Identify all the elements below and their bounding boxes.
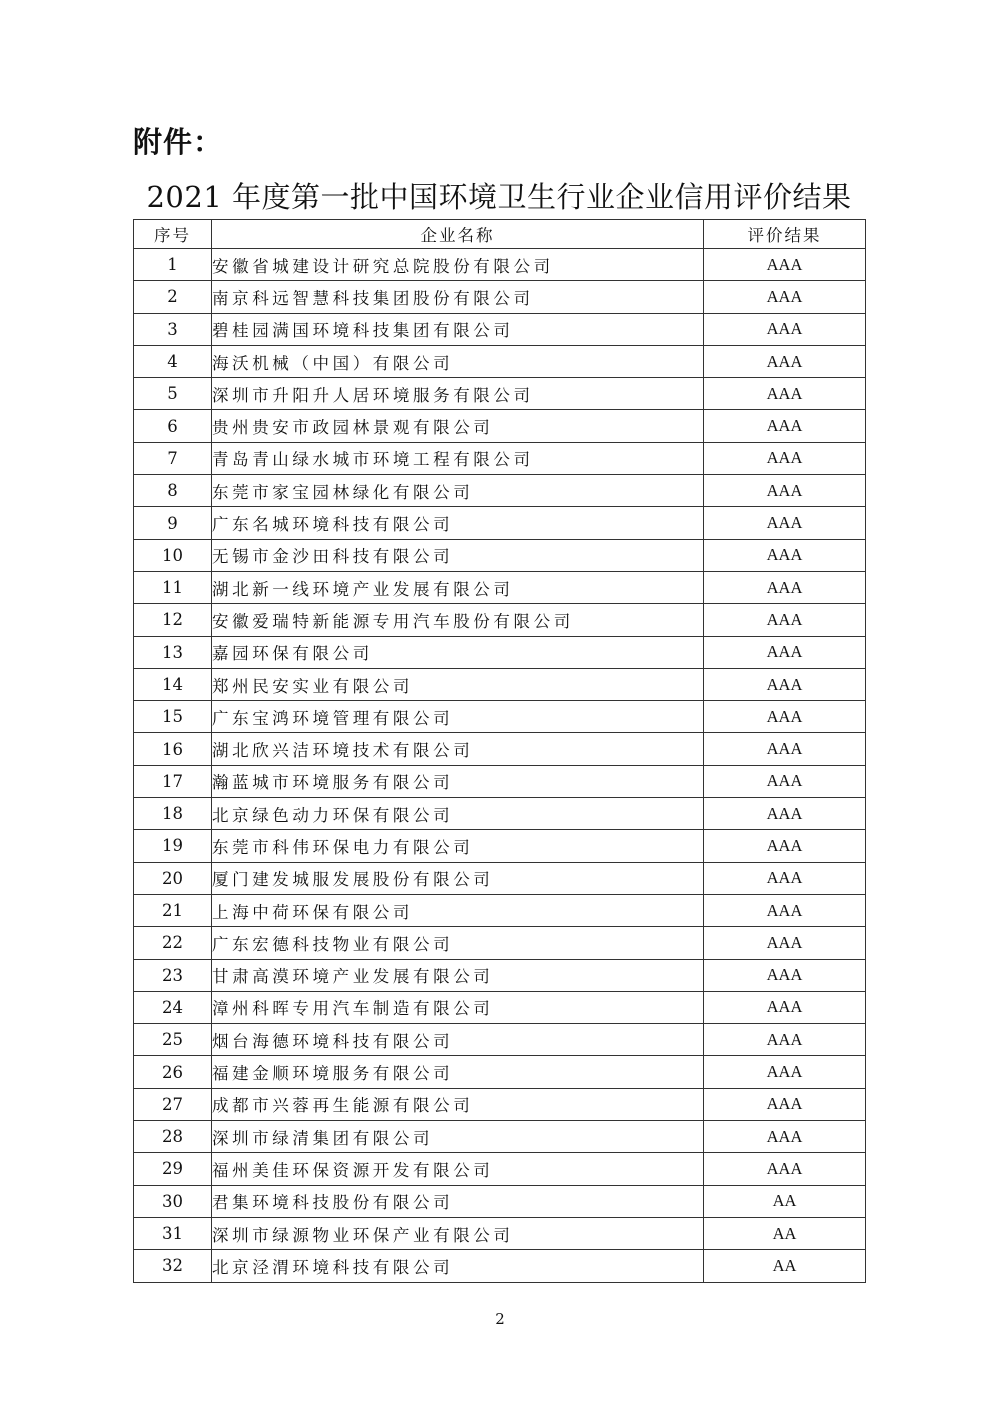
- company-name-cell: 海沃机械（中国）有限公司: [212, 345, 704, 377]
- rating-cell: AAA: [704, 894, 866, 926]
- serial-number-cell: 31: [134, 1217, 212, 1249]
- company-name-cell: 深圳市绿清集团有限公司: [212, 1121, 704, 1153]
- company-name-cell: 厦门建发城服发展股份有限公司: [212, 862, 704, 894]
- rating-cell: AAA: [704, 798, 866, 830]
- company-name-cell: 广东宏德科技物业有限公司: [212, 927, 704, 959]
- table-row: [134, 313, 866, 345]
- serial-number-cell: 20: [134, 862, 212, 894]
- company-name-cell: 东莞市家宝园林绿化有限公司: [212, 475, 704, 507]
- rating-cell: AAA: [704, 733, 866, 765]
- serial-number-cell: 15: [134, 701, 212, 733]
- serial-number-cell: 18: [134, 798, 212, 830]
- table-row: [134, 281, 866, 313]
- rating-cell: AAA: [704, 281, 866, 313]
- rating-cell: AAA: [704, 345, 866, 377]
- serial-number-cell: 32: [134, 1250, 212, 1282]
- table-row: [134, 927, 866, 959]
- serial-number-cell: 1: [134, 249, 212, 281]
- document-title: 2021 年度第一批中国环境卫生行业企业信用评价结果: [146, 180, 852, 214]
- table-row: [134, 862, 866, 894]
- table-row: [134, 798, 866, 830]
- company-name-cell: 福州美佳环保资源开发有限公司: [212, 1153, 704, 1185]
- serial-number-cell: 3: [134, 313, 212, 345]
- company-name-cell: 郑州民安实业有限公司: [212, 668, 704, 700]
- serial-number-cell: 19: [134, 830, 212, 862]
- rating-cell: AAA: [704, 539, 866, 571]
- serial-number-cell: 9: [134, 507, 212, 539]
- table-row: [134, 733, 866, 765]
- company-name-cell: 湖北欣兴洁环境技术有限公司: [212, 733, 704, 765]
- rating-cell: AAA: [704, 1121, 866, 1153]
- credit-rating-table: [133, 219, 866, 1283]
- table-row: [134, 668, 866, 700]
- serial-number-cell: 30: [134, 1185, 212, 1217]
- rating-cell: AAA: [704, 959, 866, 991]
- company-name-cell: 深圳市升阳升人居环境服务有限公司: [212, 378, 704, 410]
- table-row: [134, 442, 866, 474]
- table-row: [134, 765, 866, 797]
- company-name-cell: 北京绿色动力环保有限公司: [212, 798, 704, 830]
- rating-cell: AA: [704, 1217, 866, 1249]
- table-row: [134, 475, 866, 507]
- header-rating-result: 评价结果: [704, 220, 866, 249]
- table-row: [134, 636, 866, 668]
- table-row: [134, 345, 866, 377]
- company-name-cell: 君集环境科技股份有限公司: [212, 1185, 704, 1217]
- company-name-cell: 安徽爱瑞特新能源专用汽车股份有限公司: [212, 604, 704, 636]
- table-row: [134, 539, 866, 571]
- company-name-cell: 漳州科晖专用汽车制造有限公司: [212, 991, 704, 1023]
- company-name-cell: 贵州贵安市政园林景观有限公司: [212, 410, 704, 442]
- rating-cell: AAA: [704, 378, 866, 410]
- serial-number-cell: 25: [134, 1024, 212, 1056]
- serial-number-cell: 11: [134, 571, 212, 603]
- company-name-cell: 广东名城环境科技有限公司: [212, 507, 704, 539]
- rating-cell: AAA: [704, 830, 866, 862]
- header-serial-number: 序号: [134, 220, 212, 249]
- rating-cell: AAA: [704, 991, 866, 1023]
- rating-cell: AAA: [704, 927, 866, 959]
- rating-cell: AAA: [704, 701, 866, 733]
- company-name-cell: 东莞市科伟环保电力有限公司: [212, 830, 704, 862]
- company-name-cell: 深圳市绿源物业环保产业有限公司: [212, 1217, 704, 1249]
- rating-cell: AAA: [704, 442, 866, 474]
- serial-number-cell: 27: [134, 1088, 212, 1120]
- table-row: [134, 991, 866, 1023]
- serial-number-cell: 14: [134, 668, 212, 700]
- company-name-cell: 烟台海德环境科技有限公司: [212, 1024, 704, 1056]
- rating-cell: AA: [704, 1250, 866, 1282]
- table-row: [134, 1056, 866, 1088]
- company-name-cell: 安徽省城建设计研究总院股份有限公司: [212, 249, 704, 281]
- serial-number-cell: 5: [134, 378, 212, 410]
- table-row: [134, 830, 866, 862]
- serial-number-cell: 26: [134, 1056, 212, 1088]
- rating-cell: AAA: [704, 249, 866, 281]
- company-name-cell: 嘉园环保有限公司: [212, 636, 704, 668]
- header-company-name: 企业名称: [212, 220, 704, 249]
- serial-number-cell: 7: [134, 442, 212, 474]
- rating-cell: AAA: [704, 636, 866, 668]
- rating-cell: AAA: [704, 1056, 866, 1088]
- table-row: [134, 1250, 866, 1282]
- table-row: [134, 1153, 866, 1185]
- rating-cell: AAA: [704, 604, 866, 636]
- company-name-cell: 南京科远智慧科技集团股份有限公司: [212, 281, 704, 313]
- rating-cell: AAA: [704, 571, 866, 603]
- company-name-cell: 无锡市金沙田科技有限公司: [212, 539, 704, 571]
- table-row: [134, 701, 866, 733]
- table-row: [134, 959, 866, 991]
- company-name-cell: 碧桂园满国环境科技集团有限公司: [212, 313, 704, 345]
- serial-number-cell: 2: [134, 281, 212, 313]
- rating-cell: AAA: [704, 410, 866, 442]
- rating-cell: AA: [704, 1185, 866, 1217]
- serial-number-cell: 28: [134, 1121, 212, 1153]
- serial-number-cell: 24: [134, 991, 212, 1023]
- serial-number-cell: 6: [134, 410, 212, 442]
- company-name-cell: 瀚蓝城市环境服务有限公司: [212, 765, 704, 797]
- page-number: 2: [495, 1310, 505, 1328]
- rating-cell: AAA: [704, 1024, 866, 1056]
- serial-number-cell: 4: [134, 345, 212, 377]
- table-row: [134, 571, 866, 603]
- rating-cell: AAA: [704, 1088, 866, 1120]
- serial-number-cell: 21: [134, 894, 212, 926]
- company-name-cell: 北京泾渭环境科技有限公司: [212, 1250, 704, 1282]
- rating-cell: AAA: [704, 668, 866, 700]
- serial-number-cell: 22: [134, 927, 212, 959]
- attachment-label: 附件：: [133, 125, 224, 159]
- rating-cell: AAA: [704, 862, 866, 894]
- serial-number-cell: 23: [134, 959, 212, 991]
- table-row: [134, 1217, 866, 1249]
- table-header-row: [134, 220, 866, 249]
- company-name-cell: 上海中荷环保有限公司: [212, 894, 704, 926]
- serial-number-cell: 12: [134, 604, 212, 636]
- rating-cell: AAA: [704, 765, 866, 797]
- table-row: [134, 604, 866, 636]
- table-row: [134, 507, 866, 539]
- serial-number-cell: 16: [134, 733, 212, 765]
- table-row: [134, 1121, 866, 1153]
- table-body: [134, 249, 866, 1283]
- serial-number-cell: 13: [134, 636, 212, 668]
- table-row: [134, 1185, 866, 1217]
- company-name-cell: 成都市兴蓉再生能源有限公司: [212, 1088, 704, 1120]
- table-row: [134, 249, 866, 281]
- rating-cell: AAA: [704, 475, 866, 507]
- rating-cell: AAA: [704, 1153, 866, 1185]
- table-row: [134, 1088, 866, 1120]
- table-row: [134, 894, 866, 926]
- serial-number-cell: 17: [134, 765, 212, 797]
- serial-number-cell: 8: [134, 475, 212, 507]
- serial-number-cell: 29: [134, 1153, 212, 1185]
- table-row: [134, 410, 866, 442]
- company-name-cell: 广东宝鸿环境管理有限公司: [212, 701, 704, 733]
- company-name-cell: 湖北新一线环境产业发展有限公司: [212, 571, 704, 603]
- company-name-cell: 甘肃高漠环境产业发展有限公司: [212, 959, 704, 991]
- table-row: [134, 1024, 866, 1056]
- table-row: [134, 378, 866, 410]
- rating-cell: AAA: [704, 507, 866, 539]
- rating-cell: AAA: [704, 313, 866, 345]
- serial-number-cell: 10: [134, 539, 212, 571]
- company-name-cell: 福建金顺环境服务有限公司: [212, 1056, 704, 1088]
- company-name-cell: 青岛青山绿水城市环境工程有限公司: [212, 442, 704, 474]
